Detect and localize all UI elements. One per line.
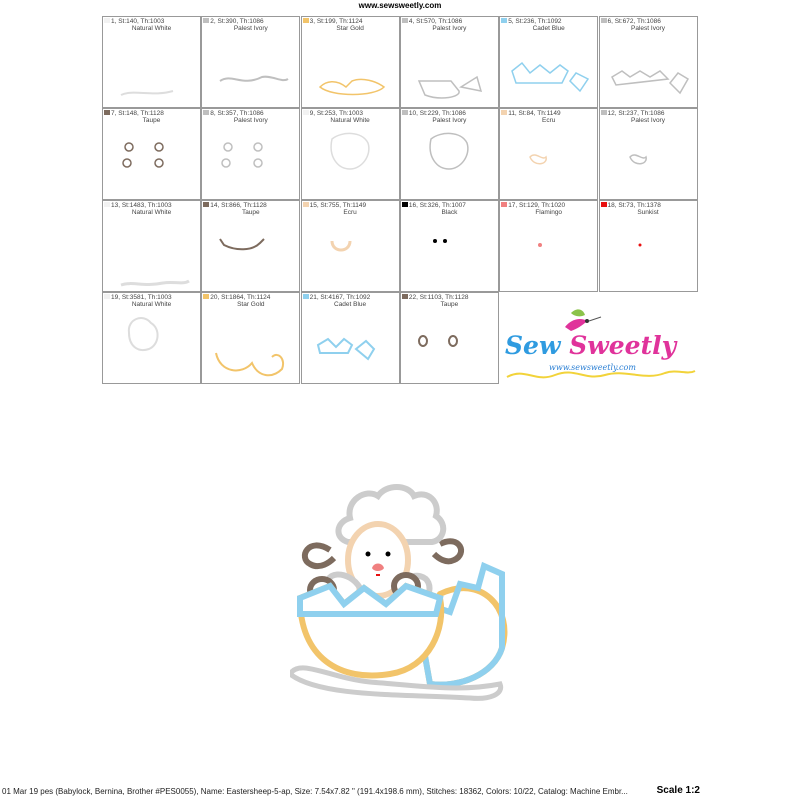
- color-step-cell: [499, 108, 598, 200]
- color-swatch: [104, 110, 110, 115]
- color-step-cell: [400, 200, 499, 292]
- color-swatch: [601, 18, 607, 23]
- thread-name: Flamingo: [535, 209, 563, 216]
- step-header: [501, 202, 595, 209]
- color-swatch: [601, 110, 607, 115]
- site-url[interactable]: www.sewsweetly.com: [358, 1, 442, 10]
- step-header: [601, 18, 695, 25]
- color-swatch: [303, 18, 309, 23]
- step-header: [203, 202, 297, 209]
- thread-name: Ecru: [542, 117, 556, 124]
- color-swatch: [104, 294, 110, 299]
- step-label: 17, St:129, Th:1020: [508, 202, 566, 209]
- step-header: [203, 294, 297, 301]
- color-step-cell: [102, 292, 201, 384]
- color-step-cell: [301, 108, 400, 200]
- footer-info: 01 Mar 19 pes (Babylock, Bernina, Brother #PES0055), Name: Eastersheep-5-ap, Size: 7.54x7.82 " (191.4x198.6 mm), Stitches: 18362, Colors: 10/22, Catalog: Machine Embr...: [2, 787, 628, 796]
- step-label: 19, St:3581, Th:1003: [111, 294, 172, 301]
- thread-name: Palest Ivory: [631, 25, 665, 32]
- color-swatch: [203, 202, 209, 207]
- color-step-cell: [301, 16, 400, 108]
- color-swatch: [203, 294, 209, 299]
- step-header: [402, 110, 496, 117]
- thread-name: Taupe: [142, 117, 161, 124]
- color-step-cell: [102, 16, 201, 108]
- step-label: 22, St:1103, Th:1128: [408, 294, 469, 301]
- step-header: [402, 202, 496, 209]
- color-swatch: [402, 294, 408, 299]
- thread-name: Palest Ivory: [432, 117, 467, 124]
- step-header: [303, 18, 397, 25]
- color-step-cell: [201, 16, 300, 108]
- color-swatch: [601, 202, 607, 207]
- step-header: [104, 202, 198, 209]
- step-header: [601, 202, 695, 209]
- color-step-cell: [499, 200, 598, 292]
- step-label: 21, St:4167, Th:1092: [309, 294, 371, 301]
- thread-name: Ecru: [343, 209, 357, 216]
- color-swatch: [303, 110, 309, 115]
- thread-name: Palest Ivory: [233, 117, 268, 124]
- color-swatch: [402, 110, 408, 115]
- sew-sweetly-logo: [505, 305, 697, 385]
- step-label: 18, St:73, Th:1378: [607, 202, 661, 209]
- step-label: 3, St:199, Th:1124: [309, 18, 363, 25]
- color-swatch: [501, 18, 507, 23]
- step-label: 14, St:866, Th:1128: [210, 202, 267, 209]
- color-step-cell: [599, 108, 698, 200]
- color-swatch: [303, 294, 309, 299]
- step-header: [104, 110, 198, 117]
- hummingbird-icon: [565, 309, 601, 331]
- scale-label: Scale 1:2: [656, 785, 700, 796]
- step-label: 16, St:326, Th:1007: [408, 202, 466, 209]
- color-step-cell: [201, 292, 300, 384]
- step-label: 2, St:390, Th:1086: [210, 18, 264, 25]
- color-swatch: [501, 202, 507, 207]
- color-swatch: [402, 18, 408, 23]
- color-step-cell: [301, 200, 400, 292]
- step-label: 6, St:672, Th:1086: [607, 18, 661, 25]
- step-label: 15, St:755, Th:1149: [309, 202, 367, 209]
- step-label: 12, St:237, Th:1086: [607, 110, 665, 117]
- step-header: [501, 110, 595, 117]
- thread-name: Star Gold: [336, 25, 364, 32]
- color-swatch: [104, 18, 110, 23]
- color-step-cell: [201, 108, 300, 200]
- step-label: 4, St:570, Th:1086: [408, 18, 463, 25]
- step-header: [303, 294, 397, 301]
- color-step-cell: [400, 16, 499, 108]
- step-header: [303, 202, 397, 209]
- thread-name: Palest Ivory: [631, 117, 665, 124]
- thread-name: Natural White: [131, 25, 172, 32]
- step-label: 11, St:84, Th:1149: [508, 110, 561, 117]
- step-header: [104, 18, 198, 25]
- thread-name: Cadet Blue: [334, 301, 367, 308]
- thread-name: Natural White: [131, 301, 172, 308]
- step-header: [303, 110, 397, 117]
- thread-name: Palest Ivory: [432, 25, 467, 32]
- step-header: [501, 18, 595, 25]
- color-swatch: [203, 18, 209, 23]
- step-label: 10, St:229, Th:1086: [408, 110, 466, 117]
- step-header: [203, 110, 297, 117]
- color-step-cell: [301, 292, 400, 384]
- color-swatch: [402, 202, 408, 207]
- thread-name: Natural White: [131, 209, 172, 216]
- thread-name: Taupe: [440, 301, 459, 308]
- step-label: 7, St:148, Th:1128: [111, 110, 164, 117]
- color-swatch: [104, 202, 110, 207]
- color-step-cell: [400, 108, 499, 200]
- color-step-cell: [201, 200, 300, 292]
- thread-name: Taupe: [241, 209, 260, 216]
- step-label: 1, St:140, Th:1003: [111, 18, 165, 25]
- color-swatch: [203, 110, 209, 115]
- step-header: [601, 110, 695, 117]
- color-step-cell: [102, 200, 201, 292]
- thread-name: Sunkist: [637, 209, 659, 216]
- thread-name: Star Gold: [237, 301, 265, 308]
- color-swatch: [303, 202, 309, 207]
- thread-name: Palest Ivory: [233, 25, 268, 32]
- step-label: 13, St:1483, Th:1003: [111, 202, 172, 209]
- step-header: [402, 18, 496, 25]
- sheep-in-egg-preview: [290, 478, 530, 718]
- step-header: [402, 294, 496, 301]
- step-header: [203, 18, 297, 25]
- thread-name: Cadet Blue: [532, 25, 565, 32]
- color-swatch: [501, 110, 507, 115]
- step-label: 20, St:1864, Th:1124: [210, 294, 271, 301]
- logo-url: www.sewsweetly.com: [549, 363, 636, 372]
- step-label: 8, St:357, Th:1086: [210, 110, 264, 117]
- color-step-cell: [400, 292, 499, 384]
- color-step-cell: [599, 200, 698, 292]
- step-label: 9, St:253, Th:1003: [309, 110, 363, 117]
- color-step-cell: [102, 108, 201, 200]
- step-label: 5, St:236, Th:1092: [508, 18, 562, 25]
- color-step-cell: [599, 16, 698, 108]
- logo-script-text: Sew Sweetly: [505, 331, 677, 360]
- step-header: [104, 294, 198, 301]
- color-step-cell: [499, 16, 598, 108]
- thread-name: Black: [441, 209, 458, 216]
- thread-name: Natural White: [330, 117, 370, 124]
